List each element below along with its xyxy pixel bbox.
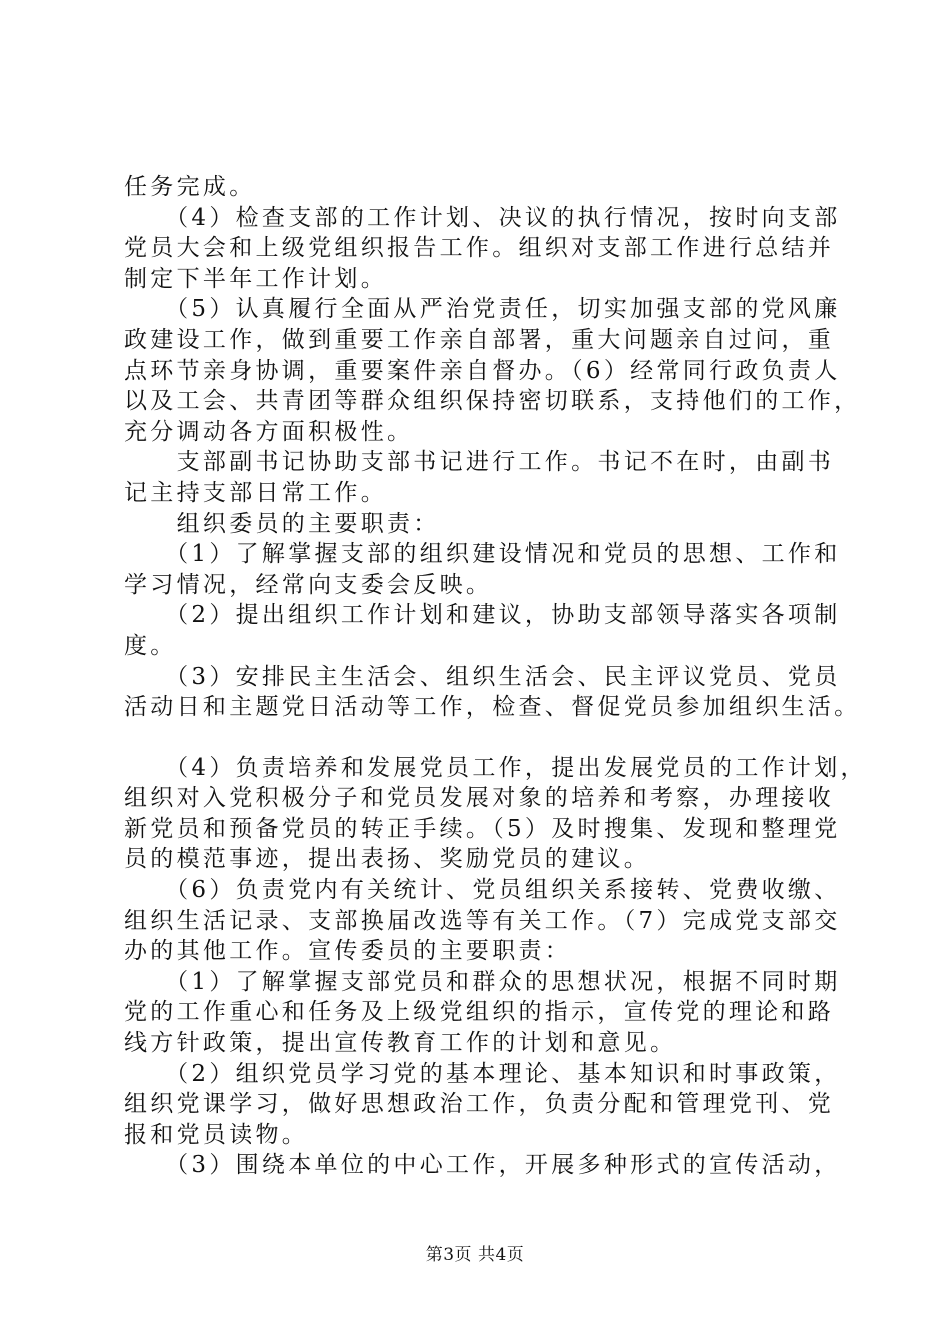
document-body — [124, 172, 867, 1181]
text-line: 点环节亲身协调，重要案件亲自督办。（6）经常同行政负责人 — [124, 357, 841, 384]
text-line: 充分调动各方面积极性。 — [124, 418, 414, 445]
text-line: 活动日和主题党日活动等工作，检查、督促党员参加组织生活。 — [124, 694, 861, 721]
text-line: 线方针政策，提出宣传教育工作的计划和意见。 — [124, 1030, 677, 1057]
text-line: 办的其他工作。宣传委员的主要职责： — [124, 938, 572, 965]
text-line: （4）负责培养和发展党员工作，提出发展党员的工作计划， — [124, 754, 867, 781]
text-line: 组织生活记录、支部换届改选等有关工作。（7）完成党支部交 — [124, 907, 841, 934]
text-line: 政建设工作，做到重要工作亲自部署，重大问题亲自过问，重 — [124, 326, 835, 353]
text-line: 报和党员读物。 — [124, 1121, 309, 1148]
text-line: （3）安排民主生活会、组织生活会、民主评议党员、党员 — [124, 663, 841, 690]
text-line: 组织委员的主要职责： — [124, 510, 440, 537]
page-number-footer: 第3页 共4页 — [425, 1245, 525, 1265]
text-line: 党员大会和上级党组织报告工作。组织对支部工作进行总结并 — [124, 235, 835, 262]
text-line: 制定下半年工作计划。 — [124, 265, 387, 292]
text-line: 组织党课学习，做好思想政治工作，负责分配和管理党刊、党 — [124, 1091, 835, 1118]
text-line: （6）负责党内有关统计、党员组织关系接转、党费收缴、 — [124, 877, 841, 904]
text-line: （1）了解掌握支部的组织建设情况和党员的思想、工作和 — [124, 541, 841, 568]
text-line: 党的工作重心和任务及上级党组织的指示，宣传党的理论和路 — [124, 999, 835, 1026]
text-line: 任务完成。 — [124, 174, 256, 200]
text-line: （5）认真履行全面从严治党责任，切实加强支部的党风廉 — [124, 296, 841, 323]
text-line: 度。 — [124, 632, 177, 659]
text-line: 记主持支部日常工作。 — [124, 479, 387, 506]
text-line: 员的模范事迹，提出表扬、奖励党员的建议。 — [124, 846, 650, 873]
text-line: 新党员和预备党员的转正手续。（5）及时搜集、发现和整理党 — [124, 815, 841, 842]
text-line: （2）组织党员学习党的基本理论、基本知识和时事政策， — [124, 1060, 841, 1087]
text-line: （1）了解掌握支部党员和群众的思想状况，根据不同时期 — [124, 968, 841, 995]
text-line: 支部副书记协助支部书记进行工作。书记不在时，由副书 — [124, 449, 835, 476]
text-line: 以及工会、共青团等群众组织保持密切联系，支持他们的工作， — [124, 388, 861, 415]
text-line: 学习情况，经常向支委会反映。 — [124, 571, 493, 598]
text-line: （3）围绕本单位的中心工作，开展多种形式的宣传活动， — [124, 1152, 841, 1179]
text-line: 组织对入党积极分子和党员发展对象的培养和考察，办理接收 — [124, 785, 835, 812]
text-line: （4）检查支部的工作计划、决议的执行情况，按时向支部 — [124, 204, 841, 231]
paragraph-gap — [124, 723, 836, 753]
text-line: （2）提出组织工作计划和建议，协助支部领导落实各项制 — [124, 602, 841, 629]
